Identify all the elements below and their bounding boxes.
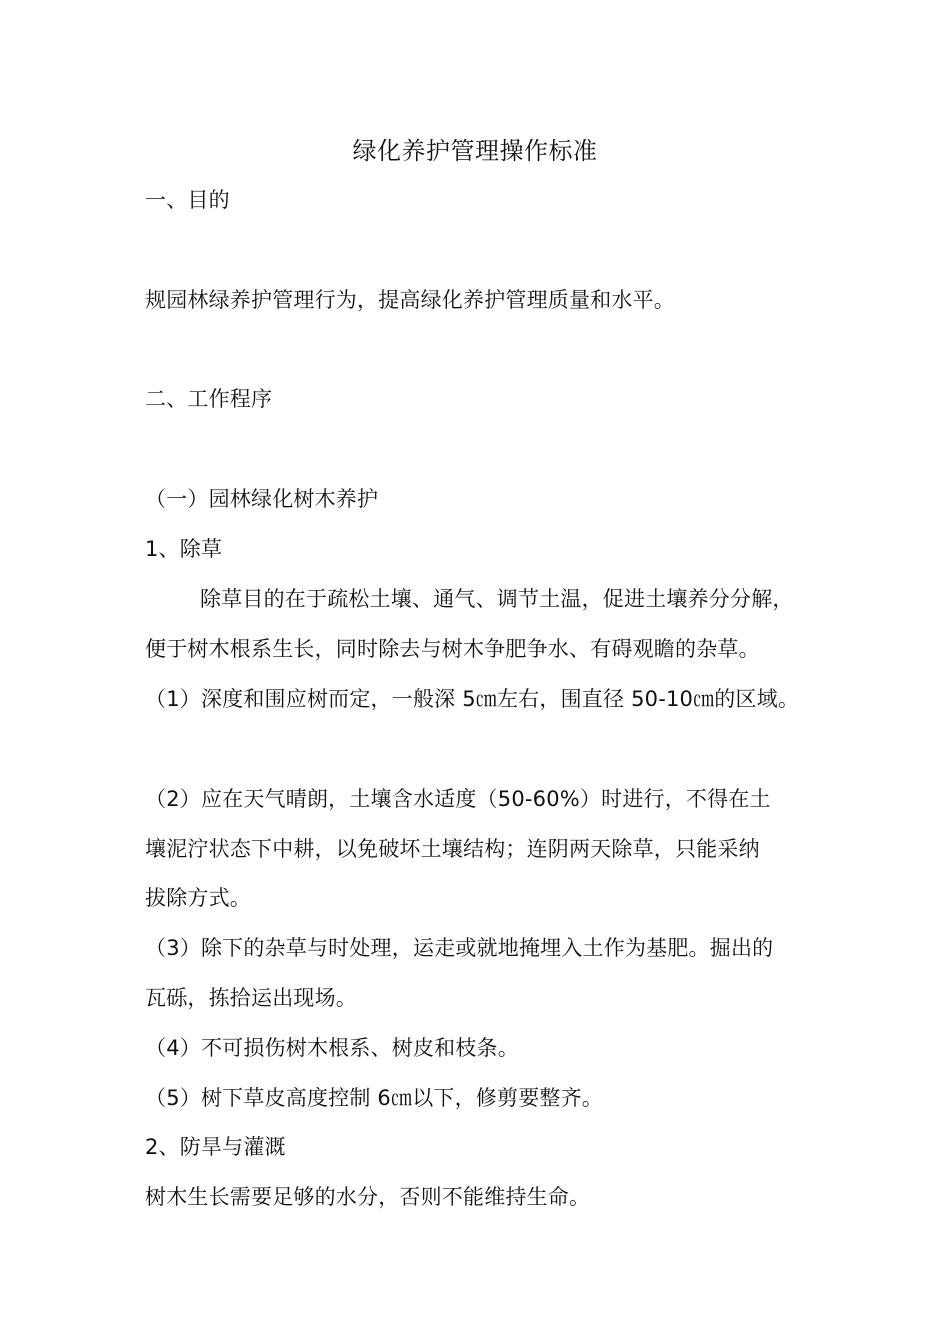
item-heading-weeding: 1、除草 (145, 537, 223, 561)
section-heading-procedure: 二、工作程序 (145, 387, 273, 411)
weeding-point-5: （5）树下草皮高度控制 6㎝以下，修剪要整齐。 (145, 1086, 603, 1110)
weeding-paragraph-line-2: 便于树木根系生长，同时除去与树木争肥争水、有碍观瞻的杂草。 (145, 637, 760, 661)
section-heading-purpose: 一、目的 (145, 188, 230, 212)
weeding-point-2-line-3: 拔除方式。 (145, 886, 251, 910)
purpose-paragraph: 规园林绿养护管理行为，提高绿化养护管理质量和水平。 (145, 288, 675, 312)
weeding-paragraph-line-1: 除草目的在于疏松土壤、通气、调节土温，促进土壤养分分解， (200, 587, 794, 611)
drought-irrigation-paragraph: 树木生长需要足够的水分，否则不能维持生命。 (145, 1185, 591, 1209)
weeding-point-3-line-2: 瓦砾，拣拾运出现场。 (145, 986, 357, 1010)
weeding-point-3-line-1: （3）除下的杂草与时处理，运走或就地掩埋入土作为基肥。掘出的 (145, 936, 774, 960)
weeding-point-2-line-2: 壤泥泞状态下中耕，以免破坏土壤结构；连阴两天除草，只能采纳 (145, 837, 760, 861)
weeding-point-2-line-1: （2）应在天气晴朗，土壤含水适度（50-60%）时进行，不得在土 (145, 787, 771, 811)
weeding-point-1: （1）深度和围应树而定，一般深 5㎝左右，围直径 50-10㎝的区域。 (145, 687, 800, 711)
weeding-point-4: （4）不可损伤树木根系、树皮和枝条。 (145, 1036, 519, 1060)
subsection-heading-tree-care: （一）园林绿化树木养护 (145, 487, 379, 511)
item-heading-drought-irrigation: 2、防旱与灌溉 (145, 1135, 286, 1159)
document-title: 绿化养护管理操作标准 (352, 137, 598, 165)
